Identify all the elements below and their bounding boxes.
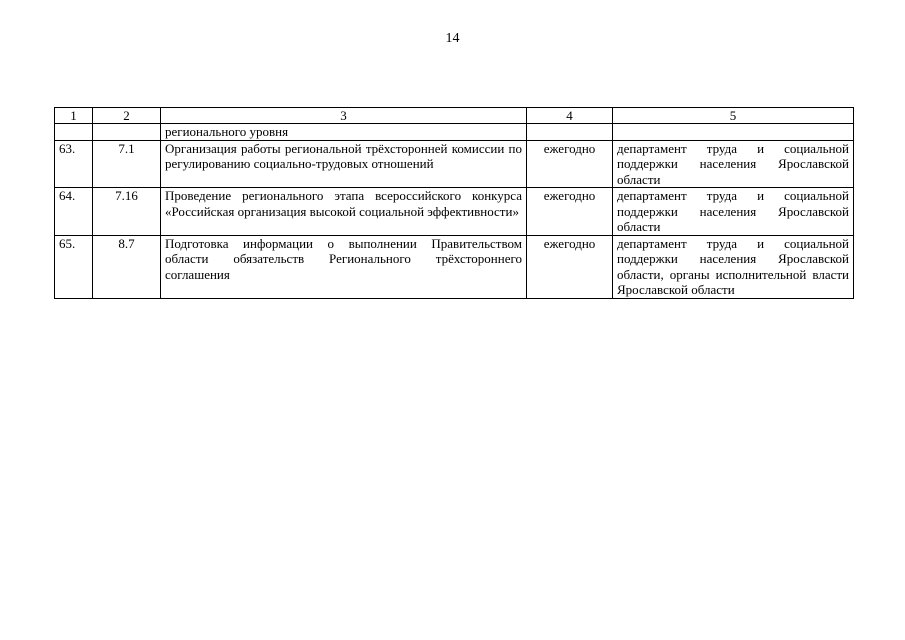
page-number: 14 [445,31,460,46]
row-number-cell [55,124,93,141]
row-number-cell: 63. [55,140,93,188]
column-header: 1 [55,108,93,124]
column-header: 4 [527,108,613,124]
row-number-cell: 65. [55,235,93,298]
reference-cell: 7.16 [93,188,161,236]
table-row [55,235,854,298]
column-header: 5 [613,108,854,124]
description-cell: регионального уровня [161,124,527,141]
table-row [55,140,854,188]
period-cell [527,124,613,141]
table-row [55,188,854,236]
table-row [55,124,854,141]
period-cell: ежегодно [527,235,613,298]
period-cell: ежегодно [527,188,613,236]
reference-cell: 8.7 [93,235,161,298]
responsible-cell: департамент труда и социальной поддержки населения Ярославской области [613,140,854,188]
column-header: 3 [161,108,527,124]
responsible-cell: департамент труда и социальной поддержки населения Ярославской области [613,188,854,236]
reference-cell [93,124,161,141]
description-cell: Проведение регионального этапа всероссийского конкурса «Российская организация высокой социальной эффективности» [161,188,527,236]
reference-cell: 7.1 [93,140,161,188]
description-cell: Организация работы региональной трёхсторонней комиссии по регулированию социально-трудовых отношений [161,140,527,188]
description-cell: Подготовка информации о выполнении Правительством области обязательств Регионального трёхстороннего соглашения [161,235,527,298]
row-number-cell: 64. [55,188,93,236]
table-header-row [55,108,854,124]
document-table [54,107,854,299]
responsible-cell [613,124,854,141]
column-header: 2 [93,108,161,124]
period-cell: ежегодно [527,140,613,188]
responsible-cell: департамент труда и социальной поддержки населения Ярославской области, органы исполнительной власти Ярославской области [613,235,854,298]
